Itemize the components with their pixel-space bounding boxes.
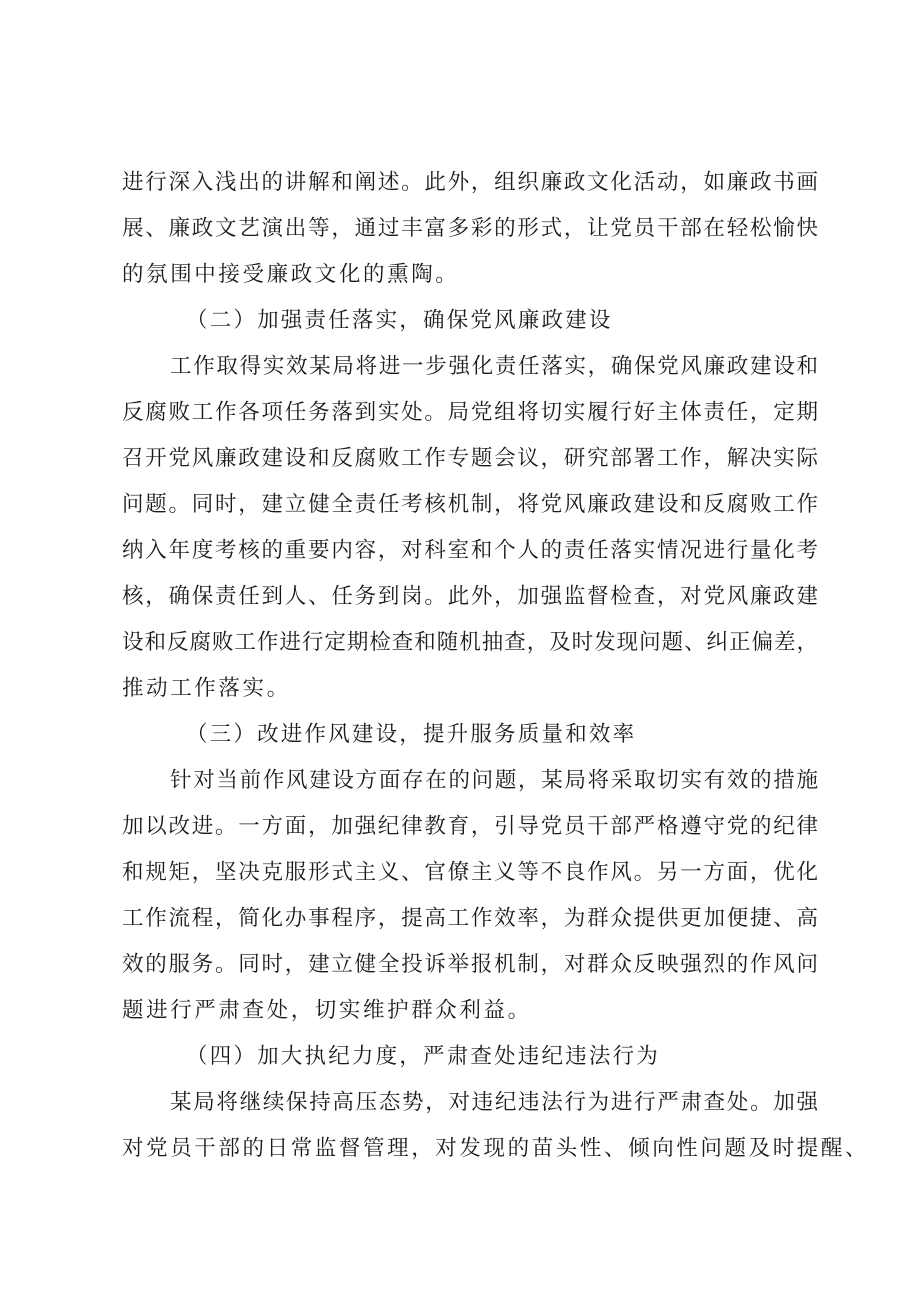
- paragraph-line: 问题。同时，建立健全责任考核机制，将党风廉政建设和反腐败工作: [122, 492, 818, 517]
- section-heading: （四）加大执纪力度，严肃查处违纪违法行为: [186, 1044, 661, 1069]
- paragraph-line: 题进行严肃查处，切实维护群众利益。: [122, 998, 532, 1023]
- paragraph-line: 的氛围中接受廉政文化的熏陶。: [122, 262, 460, 287]
- paragraph-line: 展、廉政文艺演出等，通过丰富多彩的形式，让党员干部在轻松愉快: [122, 216, 818, 241]
- paragraph-line: 效的服务。同时，建立健全投诉举报机制，对群众反映强烈的作风问: [122, 952, 818, 977]
- paragraph-line: 推动工作落实。: [122, 676, 291, 701]
- paragraph-line: 纳入年度考核的重要内容，对科室和个人的责任落实情况进行量化考: [122, 538, 818, 563]
- paragraph-line: 工作取得实效某局将进一步强化责任落实，确保党风廉政建设和: [170, 354, 818, 379]
- paragraph-line: 某局将继续保持高压态势，对违纪违法行为进行严肃查处。加强: [170, 1090, 818, 1115]
- paragraph-line: 工作流程，简化办事程序，提高工作效率，为群众提供更加便捷、高: [122, 906, 818, 931]
- section-heading: （二）加强责任落实，确保党风廉政建设: [186, 308, 613, 333]
- paragraph-line: 设和反腐败工作进行定期检查和随机抽查，及时发现问题、纠正偏差，: [122, 630, 818, 655]
- paragraph-line: 和规矩，坚决克服形式主义、官僚主义等不良作风。另一方面，优化: [122, 860, 818, 885]
- paragraph-line: 加以改进。一方面，加强纪律教育，引导党员干部严格遵守党的纪律: [122, 814, 818, 839]
- paragraph-line: 对党员干部的日常监督管理，对发现的苗头性、倾向性问题及时提醒、: [122, 1136, 870, 1161]
- paragraph-line: 反腐败工作各项任务落到实处。局党组将切实履行好主体责任，定期: [122, 400, 818, 425]
- paragraph-line: 召开党风廉政建设和反腐败工作专题会议，研究部署工作，解决实际: [122, 446, 818, 471]
- section-heading: （三）改进作风建设，提升服务质量和效率: [186, 722, 637, 747]
- paragraph-line: 进行深入浅出的讲解和阐述。此外，组织廉政文化活动，如廉政书画: [122, 170, 818, 195]
- document-body: [122, 160, 870, 1172]
- paragraph-line: 核，确保责任到人、任务到岗。此外，加强监督检查，对党风廉政建: [122, 584, 818, 609]
- paragraph-line: 针对当前作风建设方面存在的问题，某局将采取切实有效的措施: [170, 768, 818, 793]
